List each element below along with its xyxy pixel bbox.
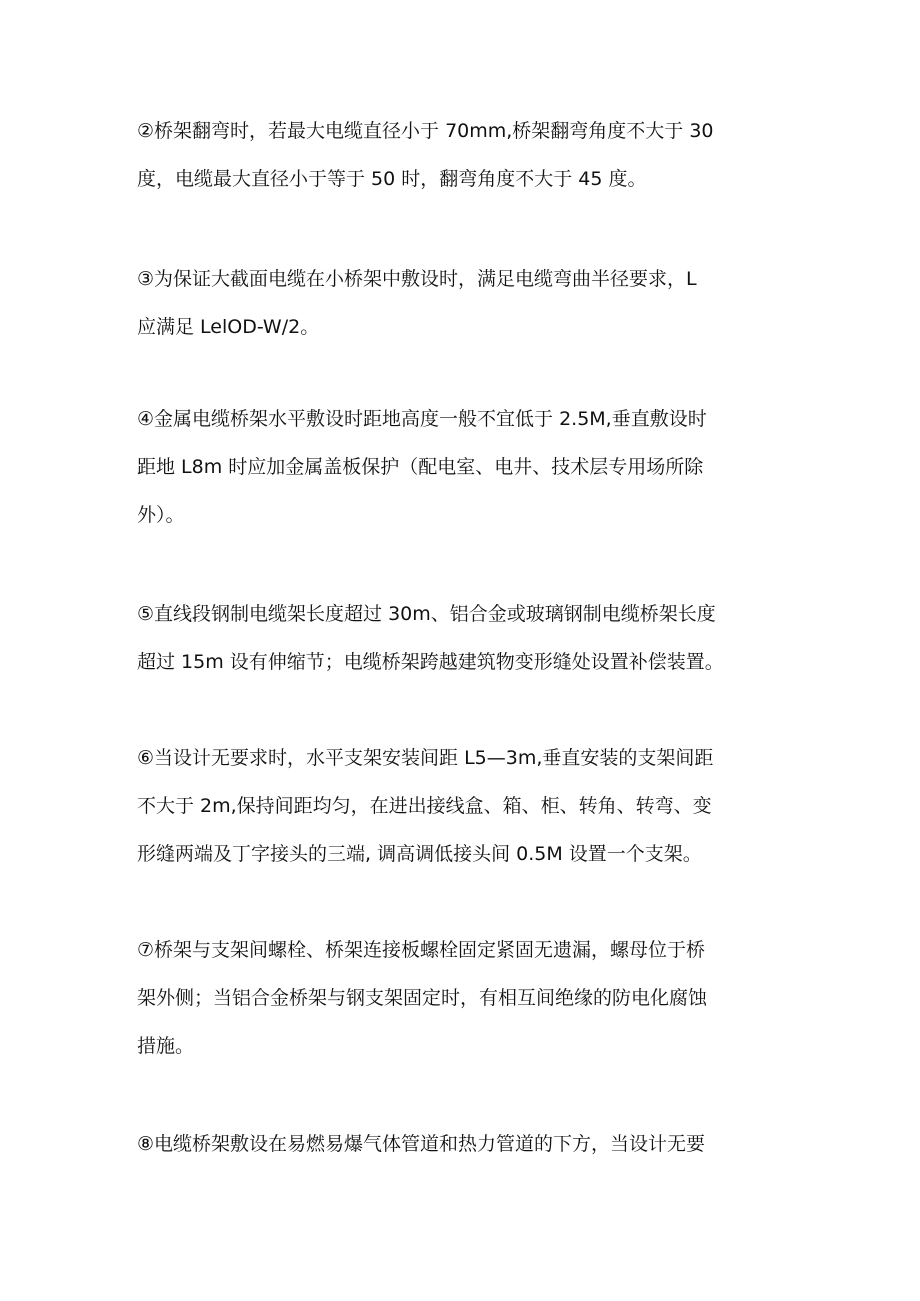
text-line: ⑦桥架与支架间螺栓、桥架连接板螺栓固定紧固无遗漏，螺母位于桥 — [137, 939, 706, 961]
text-line: 度，电缆最大直径小于等于 50 时，翻弯角度不大于 45 度。 — [137, 168, 647, 190]
text-line: 超过 15m 设有伸缩节；电缆桥架跨越建筑物变形缝处设置补偿装置。 — [137, 651, 724, 673]
text-line: ⑥当设计无要求时，水平支架安装间距 L5—3m,垂直安装的支架间距 — [137, 747, 714, 769]
text-line: 应满足 LelOD-W/2。 — [137, 316, 320, 338]
paragraph-item-5 — [137, 590, 797, 686]
text-line: 外）。 — [137, 504, 185, 526]
text-line: 架外侧；当铝合金桥架与钢支架固定时，有相互间绝缘的防电化腐蚀 — [137, 987, 708, 1009]
text-line: 不大于 2m,保持间距均匀，在进出接线盒、箱、柜、转角、转弯、变 — [137, 795, 712, 817]
paragraph-item-7 — [137, 926, 797, 1070]
text-line: ②桥架翻弯时，若最大电缆直径小于 70mm,桥架翻弯角度不大于 30 — [137, 120, 714, 142]
text-line: ④金属电缆桥架水平敷设时距地高度一般不宜低于 2.5M,垂直敷设时 — [137, 408, 707, 430]
text-line: 措施。 — [137, 1035, 195, 1057]
text-line: ③为保证大截面电缆在小桥架中敷设时，满足电缆弯曲半径要求，L — [137, 268, 697, 290]
paragraph-item-8 — [137, 1120, 797, 1168]
paragraph-item-4 — [137, 395, 797, 539]
text-line: 距地 L8m 时应加金属盖板保护（配电室、电井、技术层专用场所除 — [137, 456, 704, 478]
text-line: ⑧电缆桥架敷设在易燃易爆气体管道和热力管道的下方，当设计无要 — [137, 1133, 706, 1155]
paragraph-item-3 — [137, 255, 797, 351]
paragraph-item-2 — [137, 107, 797, 203]
paragraph-item-6 — [137, 734, 797, 878]
text-line: 形缝两端及丁字接头的三端, 调高调低接头间 0.5M 设置一个支架。 — [137, 843, 702, 865]
text-line: ⑤直线段钢制电缆架长度超过 30m、铝合金或玻璃钢制电缆桥架长度 — [137, 603, 716, 625]
